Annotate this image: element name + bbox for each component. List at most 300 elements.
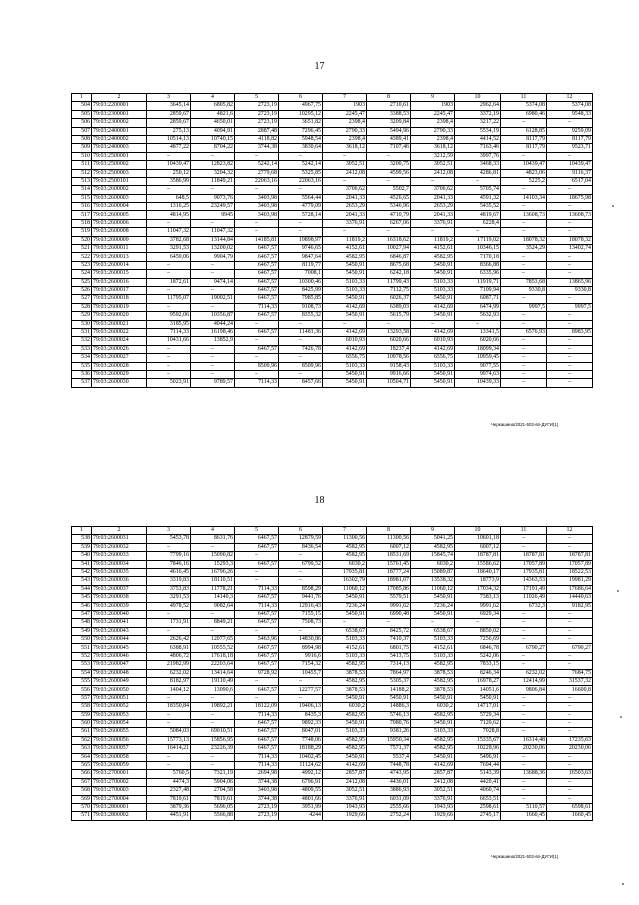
table-cell: 9082,64 [191, 602, 235, 610]
column-header: 5 [235, 94, 279, 102]
table-cell: 2041,33 [323, 211, 367, 219]
table-cell: – [147, 627, 191, 635]
table-cell: 17618,18 [191, 652, 235, 660]
table-cell: 6467,57 [235, 661, 279, 669]
table-cell: 3782,68 [147, 236, 191, 244]
table-cell: 3651,82 [279, 119, 323, 127]
table-cell: 79:03:2600004 [92, 203, 147, 211]
table-cell: – [501, 753, 547, 761]
table-cell: 19898,97 [279, 236, 323, 244]
table-cell: 3291,53 [147, 245, 191, 253]
table-cell: 570 [72, 803, 92, 811]
table-cell: 12414,99 [501, 678, 547, 686]
table-cell: 6467,57 [235, 535, 279, 543]
table-cell: 528 [72, 303, 92, 311]
table-cell: 8047,01 [279, 728, 323, 736]
table-cell: 6732,3 [501, 602, 547, 610]
table-cell: 18188,29 [279, 745, 323, 753]
table-cell: 5450,91 [323, 694, 367, 702]
table-cell: 7080,76 [367, 719, 411, 727]
table-cell: 79:03:2600033 [92, 552, 147, 560]
table-cell: 1903 [411, 102, 455, 110]
table-cell: 79:03:2600037 [92, 585, 147, 593]
table-cell: 7799,16 [147, 552, 191, 560]
table-cell: 6799,52 [279, 560, 323, 568]
table-cell: 5760,5 [147, 770, 191, 778]
table-cell: 563 [72, 745, 92, 753]
table-cell: 6467,57 [235, 728, 279, 736]
table-cell: 16198,46 [191, 328, 235, 336]
table-cell: 566 [72, 770, 92, 778]
table-cell: 10439,47 [147, 161, 191, 169]
table-cell: – [147, 152, 191, 160]
table-cell: 4616,45 [147, 568, 191, 576]
table-cell: 1943,93 [411, 803, 455, 811]
table-cell: 16503,63 [547, 770, 593, 778]
table-cell: 6790,27 [547, 644, 593, 652]
table-cell: 13414,64 [191, 669, 235, 677]
table-cell: 18981,07 [367, 577, 411, 585]
table-cell: 7571,37 [367, 745, 411, 753]
table-cell: 4142,69 [411, 345, 455, 353]
table-cell: 5450,91 [367, 694, 411, 702]
table-cell: 8355,32 [279, 312, 323, 320]
table-cell: 517 [72, 211, 92, 219]
table-cell: 509 [72, 144, 92, 152]
table-cell: 5103,33 [323, 362, 367, 370]
table-cell: 5103,33 [323, 636, 367, 644]
table-cell: 9974,63 [455, 370, 501, 378]
table-cell: 79:03:2500101 [92, 177, 147, 185]
table-cell: 15773,13 [147, 736, 191, 744]
table-cell: 79:03:2600030 [92, 379, 147, 387]
table-cell: 31537,32 [547, 678, 593, 686]
table-cell: 9330,8 [501, 286, 547, 294]
table-cell: 9441,76 [279, 594, 323, 602]
table-cell: 79:03:2400001 [92, 127, 147, 135]
table-cell: 6030,2 [411, 703, 455, 711]
table-cell: 9746,65 [279, 245, 323, 253]
table-cell: – [501, 261, 547, 269]
table-cell: 4094,91 [191, 127, 235, 135]
table-cell: 10555,52 [191, 644, 235, 652]
table-cell: 6030,2 [323, 560, 367, 568]
table-row [72, 203, 593, 211]
table-cell: – [501, 661, 547, 669]
table-cell: 9892,33 [279, 719, 323, 727]
table-cell: 5450,91 [411, 719, 455, 727]
table-row [72, 127, 593, 135]
table-cell: – [147, 219, 191, 227]
table-cell: 525 [72, 278, 92, 286]
table-cell: 6467,57 [235, 619, 279, 627]
table-cell: 5110,57 [501, 803, 547, 811]
table-row [72, 636, 593, 644]
table-row [72, 119, 593, 127]
table-header-row [72, 527, 593, 535]
table-cell: 7448,78 [367, 761, 411, 769]
table-cell: 531 [72, 328, 92, 336]
table-cell: – [501, 535, 547, 543]
table-cell: 6242,18 [367, 270, 411, 278]
table-cell: 12077,65 [191, 636, 235, 644]
table-cell: 2887,48 [235, 127, 279, 135]
table-cell: – [279, 568, 323, 576]
table-cell: 4978,52 [147, 602, 191, 610]
table-cell: 7694,44 [455, 761, 501, 769]
table-row [72, 602, 593, 610]
table-cell: 2859,67 [147, 119, 191, 127]
table-cell: 4142,69 [411, 328, 455, 336]
table-cell: 18350,84 [147, 703, 191, 711]
table-cell: – [367, 320, 411, 328]
table-cell: – [501, 787, 547, 795]
column-header: 6 [279, 94, 323, 102]
table-cell: 15856,95 [191, 736, 235, 744]
table-cell: 79:03:2600053 [92, 711, 147, 719]
table-cell: – [279, 152, 323, 160]
table-cell: 6538,67 [411, 627, 455, 635]
table-row [72, 295, 593, 303]
table-cell: 6467,57 [235, 261, 279, 269]
table-cell: 1731,91 [147, 619, 191, 627]
table-cell: – [191, 370, 235, 378]
table-cell: – [501, 228, 547, 236]
table-cell: 4821,6 [191, 110, 235, 118]
table-cell: 2857,87 [323, 770, 367, 778]
table-cell: – [147, 753, 191, 761]
table-cell: 2745,17 [455, 812, 501, 820]
table-cell: – [501, 295, 547, 303]
table-cell: 11026,49 [501, 594, 547, 602]
table-cell: 79:03:2600034 [92, 560, 147, 568]
table-cell: – [501, 627, 547, 635]
table-row [72, 812, 593, 820]
table-cell: 4877,22 [147, 144, 191, 152]
table-cell: – [147, 610, 191, 618]
table-cell: – [147, 186, 191, 194]
table-cell: – [501, 711, 547, 719]
table-cell: – [547, 543, 593, 551]
table-cell: 545 [72, 594, 92, 602]
table-cell: 79:03:2400003 [92, 144, 147, 152]
table-cell: 9158,43 [367, 362, 411, 370]
table-cell: 7154,32 [279, 661, 323, 669]
table-cell: 529 [72, 312, 92, 320]
table-cell: 512 [72, 169, 92, 177]
table-cell: 7748,06 [279, 736, 323, 744]
table-cell: 20230,06 [547, 745, 593, 753]
table-cell: 6846,78 [455, 644, 501, 652]
table-cell: 79:03:2700004 [92, 795, 147, 803]
table-row [72, 328, 593, 336]
table-row [72, 177, 593, 185]
table-cell: 18237,4 [367, 345, 411, 353]
table-cell: 15950,34 [367, 736, 411, 744]
table-cell: 551 [72, 644, 92, 652]
table-cell: 5729,34 [455, 711, 501, 719]
table-cell: 21982,99 [147, 661, 191, 669]
table-cell: 3217,22 [455, 119, 501, 127]
table-cell: – [411, 320, 455, 328]
table-cell: 79:03:2400002 [92, 135, 147, 143]
table-cell: – [279, 694, 323, 702]
table-cell: 5450,91 [411, 270, 455, 278]
table-cell: – [501, 778, 547, 786]
table-cell: – [235, 577, 279, 585]
table-cell: 7383,13 [455, 594, 501, 602]
table-cell: 79:03:2600003 [92, 194, 147, 202]
table-cell: 6467,57 [235, 278, 279, 286]
table-cell: 1943,93 [323, 803, 367, 811]
table-cell: – [235, 627, 279, 635]
column-header: 4 [191, 94, 235, 102]
table-row [72, 152, 593, 160]
table-cell: – [279, 678, 323, 686]
table-cell: – [411, 619, 455, 627]
table-cell: 8850,02 [455, 627, 501, 635]
table-cell: 567 [72, 778, 92, 786]
table-cell: 5374,08 [501, 102, 547, 110]
table-cell: 5103,33 [411, 362, 455, 370]
table-cell: 4967,75 [279, 102, 323, 110]
table-cell: 5450,91 [323, 370, 367, 378]
table-cell: 18773,9 [455, 577, 501, 585]
table-cell: – [323, 320, 367, 328]
table-cell: 5346,96 [367, 203, 411, 211]
table-row [72, 585, 593, 593]
table-row [72, 320, 593, 328]
table-cell: 9945 [191, 211, 235, 219]
table-cell: 18787,81 [547, 552, 593, 560]
table-cell: 3291,53 [147, 594, 191, 602]
table-cell: – [279, 228, 323, 236]
table-row [72, 161, 593, 169]
table-cell: – [323, 177, 367, 185]
table-cell: 15089,87 [411, 568, 455, 576]
table-cell: 10295,12 [279, 110, 323, 118]
table-cell: 4582,95 [411, 253, 455, 261]
table-cell: 16796,26 [191, 568, 235, 576]
table-cell: 14440,63 [547, 594, 593, 602]
table-cell: – [501, 219, 547, 227]
page-number: 18 [314, 495, 325, 506]
table-cell: 79:03:2600052 [92, 703, 147, 711]
table-cell: 2694,98 [235, 770, 279, 778]
table-cell: 7028,8 [455, 728, 501, 736]
table-cell: 2598,61 [455, 803, 501, 811]
table-cell: 5450,91 [411, 610, 455, 618]
table-cell: 4582,95 [323, 745, 367, 753]
table-cell: 524 [72, 270, 92, 278]
table-cell: 79:03:2600044 [92, 636, 147, 644]
table-cell: 3618,12 [323, 144, 367, 152]
table-cell: 1660,45 [501, 812, 547, 820]
table-cell: 7114,33 [235, 602, 279, 610]
table-row [72, 169, 593, 177]
table-cell: 6007,12 [455, 543, 501, 551]
table-cell: 519 [72, 228, 92, 236]
table-cell: 9847,64 [279, 253, 323, 261]
table-cell: 11300,56 [323, 535, 367, 543]
table-cell: 23249,57 [191, 203, 235, 211]
table-cell: 15761,45 [367, 560, 411, 568]
table-cell: 10346,15 [455, 245, 501, 253]
table-cell: 3388,53 [367, 110, 411, 118]
table-cell: 6467,57 [235, 270, 279, 278]
column-header: 1 [72, 527, 92, 535]
table-row [72, 270, 593, 278]
table-cell: 542 [72, 568, 92, 576]
table-cell: 79:03:2600018 [92, 295, 147, 303]
table-cell: 79:03:2600009 [92, 236, 147, 244]
table-cell: – [547, 728, 593, 736]
table-cell: 79:03:2600014 [92, 261, 147, 269]
table-cell: 546 [72, 602, 92, 610]
table-cell: 3204,32 [191, 169, 235, 177]
table-cell: 5579,51 [367, 594, 411, 602]
table-cell: 1872,61 [147, 278, 191, 286]
table-cell: 5103,33 [323, 286, 367, 294]
table-cell: 5242,14 [279, 161, 323, 169]
table-cell: 3744,38 [235, 144, 279, 152]
column-header: 12 [547, 527, 593, 535]
table-cell: 7114,33 [235, 761, 279, 769]
column-header: 2 [92, 94, 147, 102]
column-header: 3 [147, 527, 191, 535]
table-cell: 10978,56 [367, 354, 411, 362]
table-cell: 79:03:2600008 [92, 228, 147, 236]
table-cell: 561 [72, 728, 92, 736]
table-cell: – [547, 203, 593, 211]
table-cell: 2412,08 [411, 778, 455, 786]
table-cell: 4044,24 [191, 320, 235, 328]
table-cell: 5496,91 [455, 753, 501, 761]
table-cell: 5746,13 [367, 711, 411, 719]
table-cell: 10601,18 [455, 535, 501, 543]
table-cell: – [501, 795, 547, 803]
table-cell: 4436,01 [367, 778, 411, 786]
table-cell: 18078,32 [501, 236, 547, 244]
table-cell: – [501, 652, 547, 660]
table-cell: 6556,75 [411, 354, 455, 362]
table-row [72, 211, 593, 219]
table-cell: – [547, 119, 593, 127]
table-cell: 5537,4 [367, 753, 411, 761]
table-cell: 4582,95 [323, 711, 367, 719]
table-cell: – [501, 719, 547, 727]
table-row [72, 594, 593, 602]
table-cell: 79:03:2600026 [92, 345, 147, 353]
table-cell: 7508,73 [279, 619, 323, 627]
table-cell: – [547, 761, 593, 769]
table-cell: 11819,2 [323, 236, 367, 244]
table-cell: 6020,66 [367, 337, 411, 345]
table-cell: 5103,33 [411, 652, 455, 660]
table-cell: 8119,77 [279, 261, 323, 269]
table-cell: – [191, 543, 235, 551]
table-cell: 6467,57 [235, 312, 279, 320]
table-row [72, 345, 593, 353]
table-cell: 559 [72, 711, 92, 719]
table-cell: 536 [72, 370, 92, 378]
table-row [72, 787, 593, 795]
table-cell: 8457,66 [279, 379, 323, 387]
table-row [72, 694, 593, 702]
table-cell: 5435,52 [455, 203, 501, 211]
table-cell: 4474,3 [147, 778, 191, 786]
table-cell: 2790,33 [411, 127, 455, 135]
column-header: 8 [367, 527, 411, 535]
table-cell: 8631,76 [191, 535, 235, 543]
table-cell: – [235, 219, 279, 227]
table-cell: 3376,91 [323, 795, 367, 803]
table-cell: 4650,01 [191, 119, 235, 127]
table-cell: – [191, 261, 235, 269]
table-cell: 3403,98 [235, 194, 279, 202]
table-cell: 79:03:2600006 [92, 219, 147, 227]
table-cell: 15293,3 [191, 560, 235, 568]
table-cell: 547 [72, 610, 92, 618]
table-cell: 522 [72, 253, 92, 261]
table-cell: – [547, 535, 593, 543]
table-cell: 521 [72, 245, 92, 253]
table-row [72, 144, 593, 152]
table-cell: – [279, 219, 323, 227]
table-cell: – [501, 253, 547, 261]
column-header: 9 [411, 527, 455, 535]
table-cell: – [279, 627, 323, 635]
table-cell: – [235, 320, 279, 328]
column-header: 6 [279, 527, 323, 535]
table-row [72, 186, 593, 194]
table-cell: 7114,33 [147, 328, 191, 336]
table-cell: – [547, 320, 593, 328]
table-cell: – [191, 152, 235, 160]
table-cell: – [323, 152, 367, 160]
table-cell: 11778,21 [191, 585, 235, 593]
column-header: 2 [92, 527, 147, 535]
table-cell: 4582,95 [411, 678, 455, 686]
table-cell: 2245,47 [323, 110, 367, 118]
table-cell: 3744,38 [235, 795, 279, 803]
table-cell: 3878,53 [411, 669, 455, 677]
table-cell: 562 [72, 736, 92, 744]
table-cell: 7426,78 [279, 345, 323, 353]
table-cell: 7819,61 [191, 795, 235, 803]
table-cell: 6232,02 [501, 669, 547, 677]
table-cell: 9997,5 [547, 303, 593, 311]
table-cell: 7170,18 [455, 253, 501, 261]
table-cell: 534 [72, 354, 92, 362]
table-row [72, 669, 593, 677]
table-cell: – [191, 627, 235, 635]
data-table [71, 93, 593, 388]
table-cell: 17191,49 [501, 585, 547, 593]
table-cell: 5450,91 [323, 719, 367, 727]
table-cell: – [501, 320, 547, 328]
table-cell: 7684,75 [547, 669, 593, 677]
table-cell: 5450,91 [323, 610, 367, 618]
table-cell: 4582,95 [411, 711, 455, 719]
table-cell: 4582,95 [323, 678, 367, 686]
table-cell: 9259,09 [547, 127, 593, 135]
table-row [72, 219, 593, 227]
table-cell: 7236,24 [323, 602, 367, 610]
table-cell: 4152,61 [411, 644, 455, 652]
table-cell: – [547, 362, 593, 370]
table-cell: 6087,71 [455, 295, 501, 303]
